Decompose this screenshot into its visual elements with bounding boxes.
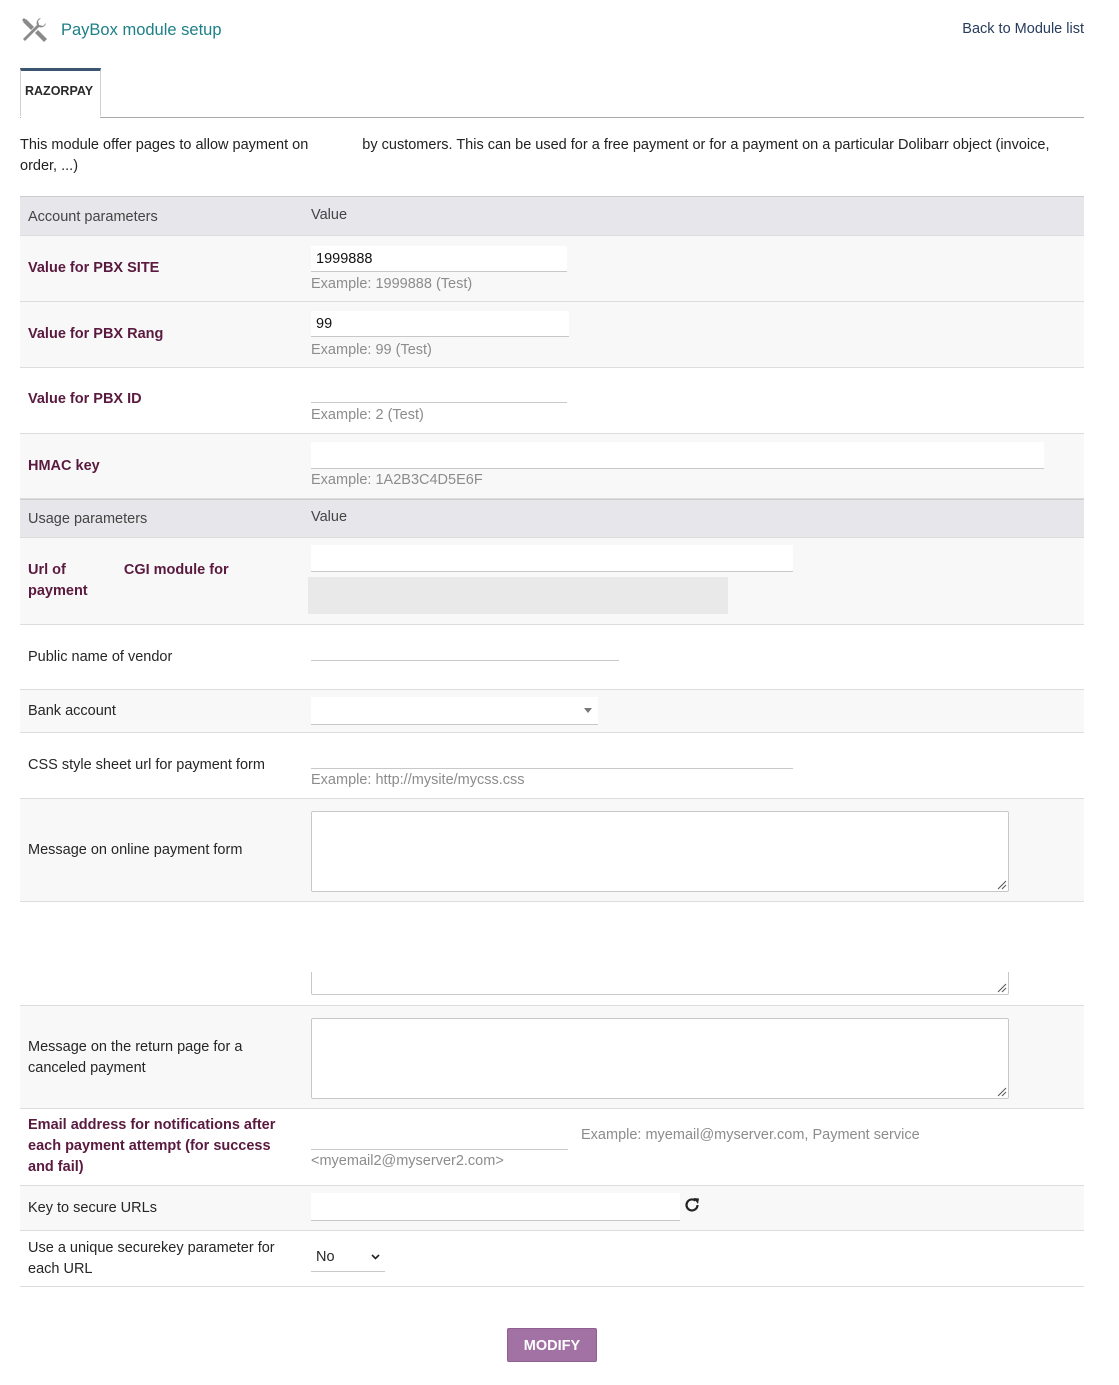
secure-key-label: Key to secure URLs bbox=[28, 1200, 157, 1216]
pbx-rang-example: Example: 99 (Test) bbox=[311, 342, 432, 358]
setup-page bbox=[20, 0, 1084, 1354]
pbx-rang-label: Value for PBX Rang bbox=[28, 326, 164, 342]
cgi-url-label-b: CGI module for bbox=[123, 562, 229, 578]
title-bar bbox=[20, 0, 1084, 62]
pbx-id-input[interactable] bbox=[311, 377, 567, 403]
css-url-label: CSS style sheet url for payment form bbox=[28, 757, 265, 773]
message-cancel-textarea[interactable] bbox=[311, 1018, 1009, 1099]
row-pbx-id bbox=[20, 368, 1084, 434]
description-part-1: This module offer pages to allow payment on bbox=[20, 137, 309, 153]
cgi-url-info-box bbox=[308, 577, 728, 614]
unique-securekey-label: Use a unique securekey parameter for each URL bbox=[28, 1240, 275, 1277]
cgi-url-label bbox=[28, 560, 288, 602]
vendor-name-input[interactable] bbox=[311, 634, 619, 661]
pbx-rang-input[interactable] bbox=[311, 311, 569, 337]
message-form-label: Message on online payment form bbox=[28, 842, 243, 858]
chevron-down-icon bbox=[584, 708, 592, 713]
row-css-url bbox=[20, 733, 1084, 799]
bank-account-label: Bank account bbox=[28, 703, 116, 719]
account-params-col-value: Value bbox=[311, 207, 348, 223]
row-bank-account bbox=[20, 690, 1084, 733]
pbx-id-example: Example: 2 (Test) bbox=[311, 407, 424, 423]
row-pbx-rang bbox=[20, 302, 1084, 368]
row-vendor-name bbox=[20, 625, 1084, 690]
email-notifications-label: Email address for notifications after each payment attempt (for success and fail) bbox=[28, 1117, 276, 1175]
description-part-2: by customers. This can be used for a free payment or for a payment on a particular Dolibarr object (invoice, order, ...) bbox=[20, 137, 1050, 174]
resize-grip-icon[interactable] bbox=[995, 981, 1007, 993]
row-email-notifications bbox=[20, 1109, 1084, 1186]
hmac-key-label: HMAC key bbox=[28, 458, 100, 474]
tab-razorpay[interactable]: RAZORPAY bbox=[20, 68, 101, 116]
bank-account-select[interactable] bbox=[311, 697, 598, 725]
usage-params-col-value: Value bbox=[311, 509, 348, 525]
hmac-key-example: Example: 1A2B3C4D5E6F bbox=[311, 472, 483, 488]
vendor-name-label: Public name of vendor bbox=[28, 649, 173, 665]
secure-key-input[interactable] bbox=[311, 1193, 680, 1221]
account-params-header bbox=[20, 196, 1084, 236]
row-secure-key bbox=[20, 1186, 1084, 1231]
message-form-textarea[interactable] bbox=[311, 811, 1009, 892]
tools-icon bbox=[20, 16, 48, 44]
account-params-col-label: Account parameters bbox=[28, 209, 158, 225]
tab-bar bbox=[20, 68, 1084, 118]
back-to-module-list-link[interactable]: Back to Module list bbox=[962, 21, 1084, 37]
pbx-id-label: Value for PBX ID bbox=[28, 391, 142, 407]
modify-button[interactable]: MODIFY bbox=[507, 1328, 597, 1362]
pbx-site-label: Value for PBX SITE bbox=[28, 260, 160, 276]
css-url-example: Example: http://mysite/mycss.css bbox=[311, 772, 525, 788]
email-example-a: Example: myemail@myserver.com, Payment service bbox=[581, 1127, 920, 1143]
row-pbx-site bbox=[20, 236, 1084, 302]
usage-params-col-label: Usage parameters bbox=[28, 511, 148, 527]
row-message-ok bbox=[20, 902, 1084, 1006]
cgi-url-label-c: payment bbox=[28, 583, 88, 599]
pbx-site-input[interactable] bbox=[311, 246, 567, 272]
css-url-input[interactable] bbox=[311, 742, 793, 769]
row-message-form bbox=[20, 799, 1084, 902]
pbx-site-example: Example: 1999888 (Test) bbox=[311, 276, 473, 292]
row-message-cancel bbox=[20, 1006, 1084, 1109]
usage-params-header bbox=[20, 499, 1084, 538]
email-example-b: <myemail2@myserver2.com> bbox=[311, 1153, 504, 1169]
module-description bbox=[20, 135, 1084, 177]
hmac-key-input[interactable] bbox=[311, 442, 1044, 469]
loading-overlay bbox=[20, 902, 1084, 972]
row-unique-securekey bbox=[20, 1231, 1084, 1287]
resize-grip-icon[interactable] bbox=[995, 1085, 1007, 1097]
row-hmac-key bbox=[20, 434, 1084, 499]
message-cancel-label: Message on the return page for a canceled payment bbox=[28, 1039, 243, 1076]
unique-securekey-value: No bbox=[316, 1249, 335, 1265]
unique-securekey-select[interactable] bbox=[311, 1244, 385, 1272]
cgi-url-label-a: Url of bbox=[28, 562, 66, 578]
row-cgi-url bbox=[20, 538, 1084, 625]
chevron-down-icon bbox=[371, 1254, 380, 1260]
email-notifications-input[interactable] bbox=[311, 1123, 568, 1150]
page-title: PayBox module setup bbox=[61, 21, 222, 39]
cgi-url-input[interactable] bbox=[311, 545, 793, 572]
refresh-icon[interactable] bbox=[683, 1196, 701, 1214]
resize-grip-icon[interactable] bbox=[995, 878, 1007, 890]
